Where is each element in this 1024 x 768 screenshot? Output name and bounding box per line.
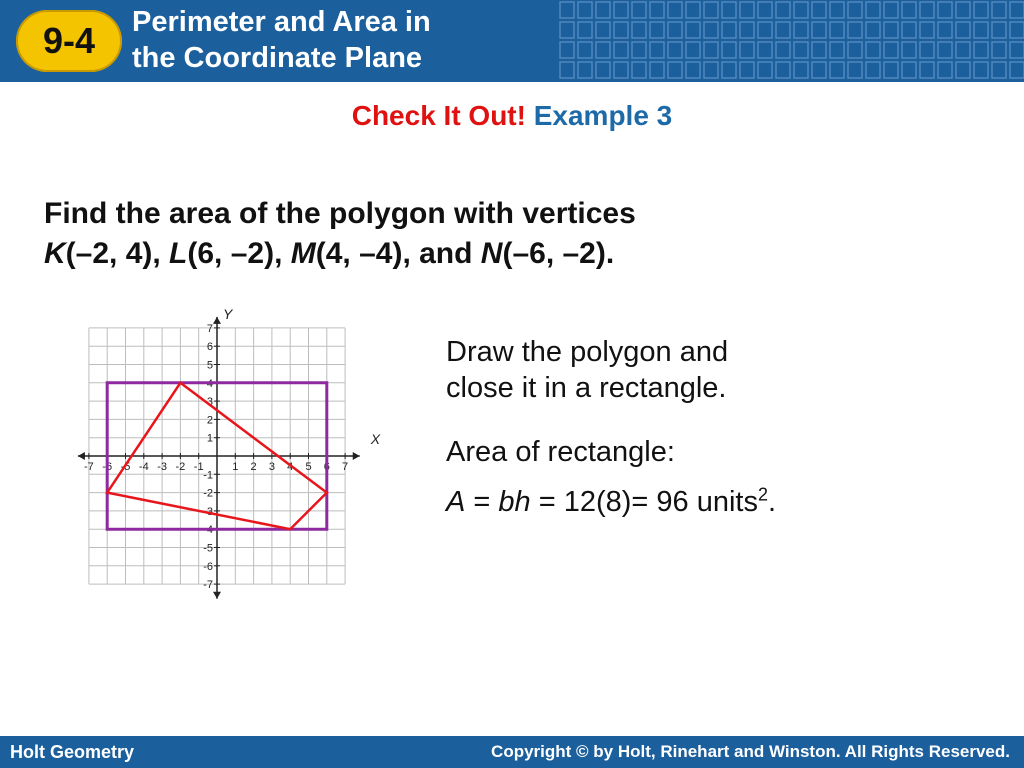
header-grid-square	[992, 62, 1006, 78]
header-grid-square	[992, 2, 1006, 18]
header-grid-square	[902, 2, 916, 18]
header-grid-square	[776, 42, 790, 58]
header-grid-square	[578, 2, 592, 18]
coordinate-graph	[62, 305, 381, 606]
header-grid-square	[1010, 62, 1024, 78]
header-grid-square	[830, 62, 844, 78]
y-tick-label: -4	[203, 524, 213, 537]
x-tick-label: 4	[287, 461, 294, 473]
header-grid-square	[740, 22, 754, 38]
header-grid-square	[920, 62, 934, 78]
header-grid-square	[1010, 2, 1024, 18]
header-grid-square	[848, 2, 862, 18]
y-tick-label: -6	[203, 560, 213, 573]
formula-a: A	[446, 486, 466, 518]
header-grid-square	[686, 2, 700, 18]
vertex-n-coords: (–6, –2).	[502, 237, 615, 270]
header-grid-square	[776, 2, 790, 18]
solution-line2: close it in a rectangle.	[446, 372, 727, 404]
header-grid-square	[884, 42, 898, 58]
lesson-title	[132, 4, 572, 76]
header-grid-square	[614, 42, 628, 58]
footer-bar	[0, 736, 1024, 768]
header-grid-square	[776, 22, 790, 38]
header-grid-square	[668, 22, 682, 38]
y-tick-label: 3	[206, 396, 213, 409]
problem-statement	[44, 194, 984, 274]
vertex-n: N	[480, 237, 503, 270]
header-grid-square	[974, 2, 988, 18]
example-label: Example 3	[533, 100, 673, 131]
slide-subtitle	[0, 100, 1024, 132]
header-grid-square	[758, 42, 772, 58]
header-grid-square	[866, 62, 880, 78]
header-grid-square	[920, 42, 934, 58]
header-grid-square	[920, 22, 934, 38]
area-label: Area of rectangle:	[446, 436, 675, 468]
x-tick-label: -5	[120, 461, 131, 473]
header-grid-square	[668, 62, 682, 78]
header-grid-square	[722, 2, 736, 18]
header-grid-square	[704, 42, 718, 58]
vertex-l: L	[169, 237, 188, 270]
header-grid-square	[974, 62, 988, 78]
header-grid-square	[722, 62, 736, 78]
formula-eq1: =	[465, 486, 499, 518]
header-grid-square	[866, 22, 880, 38]
header-grid-square	[758, 2, 772, 18]
lesson-badge: 9-4	[16, 10, 122, 72]
header-grid-square	[992, 22, 1006, 38]
vertex-m: M	[290, 237, 316, 270]
header-grid-square	[596, 2, 610, 18]
header-grid-square	[614, 62, 628, 78]
y-axis-arrow-down	[213, 592, 221, 599]
header-grid-square	[650, 2, 664, 18]
y-tick-label: 4	[206, 377, 213, 390]
x-tick-label: 7	[342, 461, 349, 473]
lesson-title-line1: Perimeter and Area in	[132, 6, 431, 38]
header-grid-square	[1010, 22, 1024, 38]
header-grid-square	[974, 42, 988, 58]
header-grid-square	[974, 22, 988, 38]
y-axis-label: Y	[223, 305, 233, 322]
header-grid-square	[668, 2, 682, 18]
header-grid-square	[938, 42, 952, 58]
solution-text	[446, 334, 966, 520]
y-tick-label: 5	[206, 359, 213, 372]
x-tick-label: -4	[138, 461, 149, 473]
header-grid-square	[812, 62, 826, 78]
header-grid-square	[668, 42, 682, 58]
header-grid-square	[650, 62, 664, 78]
x-axis-arrow-left	[78, 452, 85, 460]
header-grid-square	[578, 22, 592, 38]
header-grid-square	[794, 22, 808, 38]
header-grid-square	[650, 42, 664, 58]
header-grid-square	[956, 22, 970, 38]
header-grid-square	[884, 2, 898, 18]
y-tick-label: 1	[206, 432, 213, 445]
header-grid-square	[740, 2, 754, 18]
y-tick-label: -2	[203, 487, 213, 500]
header-grid-square	[578, 62, 592, 78]
header-grid-square	[722, 22, 736, 38]
x-tick-label: 2	[250, 461, 257, 473]
header-bar	[0, 0, 1024, 82]
header-grid-square	[758, 62, 772, 78]
header-grid-square	[794, 2, 808, 18]
formula-exponent: 2	[758, 484, 769, 505]
y-tick-label: -7	[203, 579, 213, 592]
header-grid-square	[830, 22, 844, 38]
header-grid-square	[956, 62, 970, 78]
footer-course: Holt Geometry	[10, 742, 135, 762]
vertex-k: K	[44, 237, 66, 270]
header-grid-square	[902, 62, 916, 78]
header-grid-square	[938, 62, 952, 78]
header-grid-square	[596, 62, 610, 78]
x-tick-label: 5	[305, 461, 312, 473]
area-formula	[446, 484, 966, 520]
header-grid-square	[812, 22, 826, 38]
footer-copyright: Copyright © by Holt, Rinehart and Winston. All Rights Reserved.	[491, 742, 1010, 761]
header-grid-square	[632, 22, 646, 38]
x-tick-label: -2	[175, 461, 186, 473]
x-tick-label: 6	[323, 461, 330, 473]
header-grid-square	[812, 2, 826, 18]
header-grid-square	[740, 62, 754, 78]
header-grid-square	[830, 2, 844, 18]
y-axis-arrow-up	[213, 317, 221, 324]
x-tick-label: -1	[193, 461, 204, 473]
header-grid-square	[812, 42, 826, 58]
header-grid-square	[596, 42, 610, 58]
header-grid-square	[848, 22, 862, 38]
formula-bh: bh	[498, 486, 531, 518]
header-grid-square	[794, 62, 808, 78]
y-tick-label: -3	[203, 505, 213, 518]
header-grid-square	[902, 22, 916, 38]
check-it-out-label: Check It Out!	[351, 100, 526, 131]
problem-line1: Find the area of the polygon with vertices	[44, 197, 636, 230]
header-grid-square	[938, 22, 952, 38]
header-grid-square	[992, 42, 1006, 58]
header-grid-square	[794, 42, 808, 58]
x-tick-label: -3	[157, 461, 167, 473]
header-grid-square	[938, 2, 952, 18]
formula-period: .	[768, 486, 777, 518]
x-tick-label: -6	[102, 461, 113, 473]
x-axis-label: X	[370, 431, 381, 447]
solution-line1: Draw the polygon and	[446, 336, 729, 368]
header-grid-square	[686, 42, 700, 58]
vertex-l-coords: (6, –2),	[187, 237, 291, 270]
header-grid-square	[704, 62, 718, 78]
x-tick-label: -7	[84, 461, 94, 473]
header-grid-square	[650, 22, 664, 38]
y-tick-label: 2	[206, 414, 213, 427]
header-grid-square	[614, 2, 628, 18]
header-grid-square	[614, 22, 628, 38]
x-axis-arrow-right	[353, 452, 360, 460]
y-tick-label: -5	[203, 542, 213, 555]
x-tick-label: 3	[268, 461, 275, 473]
y-tick-label: 7	[206, 322, 213, 335]
header-grid-square	[578, 42, 592, 58]
header-grid-square	[920, 2, 934, 18]
header-grid-square	[866, 2, 880, 18]
y-tick-label: 6	[206, 341, 213, 354]
header-grid-square	[884, 62, 898, 78]
header-grid-square	[704, 2, 718, 18]
vertex-m-coords: (4, –4), and	[315, 237, 481, 270]
header-grid-square	[632, 62, 646, 78]
header-grid-square	[866, 42, 880, 58]
header-grid-square	[830, 42, 844, 58]
header-grid-square	[776, 62, 790, 78]
header-grid-square	[902, 42, 916, 58]
header-grid-square	[632, 2, 646, 18]
header-grid-square	[956, 2, 970, 18]
x-tick-label: 1	[232, 461, 239, 473]
header-grid-square	[722, 42, 736, 58]
header-grid-square	[596, 22, 610, 38]
header-grid-square	[686, 22, 700, 38]
vertex-k-coords: (–2, 4),	[65, 237, 170, 270]
formula-eq2: = 12(8)= 96 units	[530, 486, 758, 518]
header-grid-square	[686, 62, 700, 78]
header-grid-square	[758, 22, 772, 38]
y-tick-label: -1	[203, 469, 213, 482]
header-grid-square	[884, 22, 898, 38]
header-grid-square	[1010, 42, 1024, 58]
problem-line2	[44, 234, 984, 274]
header-grid-square	[704, 22, 718, 38]
header-grid-square	[632, 42, 646, 58]
header-grid-square	[848, 42, 862, 58]
header-grid-square	[848, 62, 862, 78]
header-grid-square	[740, 42, 754, 58]
header-grid-square	[956, 42, 970, 58]
lesson-title-line2: the Coordinate Plane	[132, 42, 423, 74]
